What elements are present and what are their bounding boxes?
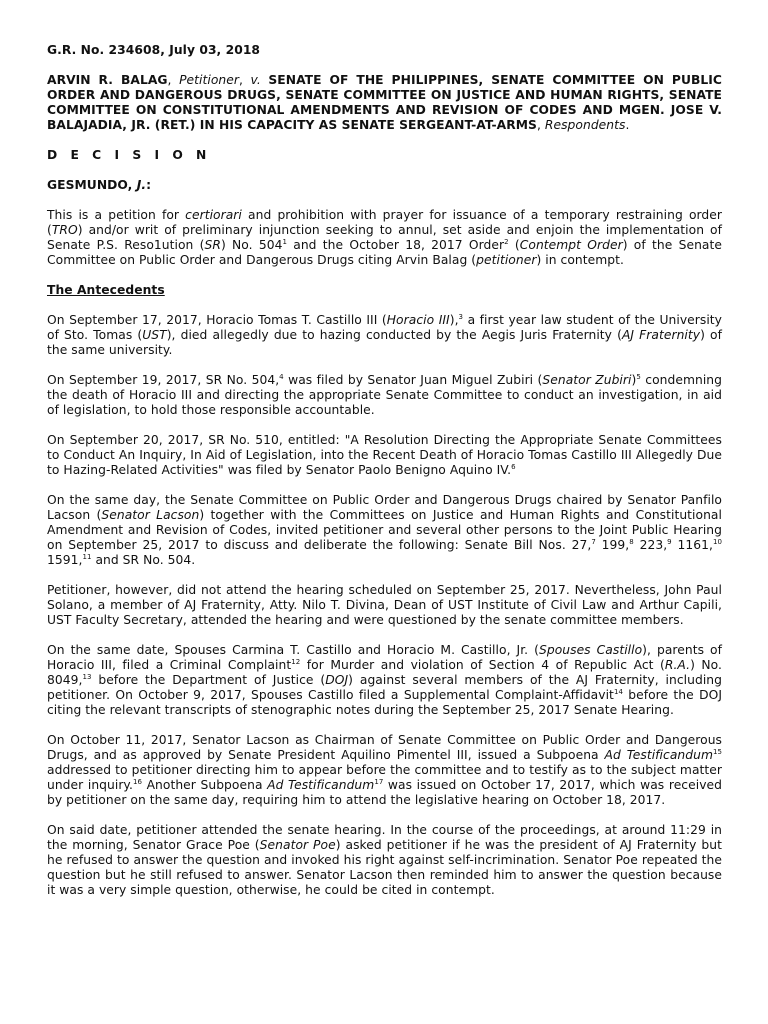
italic-run: Ad Testificandum [604,748,713,762]
text-run: On October 11, 2017, Senator Lacson as Chairman of Senate Committee on Public Order and Dangerous Drugs, and as approved by Senate President Aquilino Pimentel III, issued a Subpoena [47,733,722,762]
text-run: for Murder and violation of Section 4 of Republic Act ( [300,658,665,672]
text-run: before the DOJ citing the relevant transcripts of stenographic notes during the September 25, 2017 Senate Hearing. [47,688,722,717]
footnote-ref[interactable]: 6 [511,463,516,471]
text-run: 1161, [671,538,713,552]
text-run: Another Subpoena [142,778,268,792]
italic-run: SR [204,238,221,252]
text-run: 199, [595,538,630,552]
footnote-ref[interactable]: 10 [712,538,722,546]
paragraph-6 [47,643,722,718]
footnote-ref[interactable]: 4 [279,373,284,381]
text-run: ) of the Senate Committee on Public Order and Dangerous Drugs citing Arvin Balag ( [47,238,722,267]
text-run: was filed by Senator Juan Miguel Zubiri ( [283,373,543,387]
footnote-ref[interactable]: 1 [282,238,287,246]
ponente: GESMUNDO, J.: [47,178,152,192]
text-run: ) against several members of the AJ Fraternity, including petitioner. On October 9, 2017, Spouses Castillo filed a Supplemental Complaint-Affidavit [47,673,722,702]
text-run: ) [631,373,637,387]
case-citation: G.R. No. 234608, July 03, 2018 [47,43,261,57]
italic-run: UST [142,328,167,342]
italic-run: certiorari [185,208,242,222]
footnote-ref[interactable]: 5 [636,373,641,381]
italic-run: Horacio III [386,313,450,327]
italic-run: DOJ [325,673,349,687]
text-run: ) and/or writ of preliminary injunction seeking to annul, set aside and enjoin the implementation of Senate P.S. Reso1ution ( [47,223,722,252]
text-run: ), died allegedly due to hazing conducted by the Aegis Juris Fraternity ( [166,328,622,342]
footnote-ref[interactable]: 11 [82,553,92,561]
text-run: ) No. 504 [220,238,283,252]
respondents-role: Respondents [544,118,626,132]
text-run: before the Department of Justice ( [91,673,326,687]
text-run: ( [508,238,520,252]
text-run: addressed to petitioner directing him to appear before the committee and to testify as to the subject matter under inquiry. [47,763,722,792]
footnote-ref[interactable]: 14 [613,688,623,696]
text-run: ) No. 8049, [47,658,722,687]
italic-run: Senator Zubiri [542,373,632,387]
paragraph-4 [47,493,722,568]
decision-heading: D E C I S I O N [47,148,211,162]
paragraph-8 [47,823,722,898]
footnote-ref[interactable]: 9 [667,538,672,546]
paragraph-2 [47,373,722,418]
footnote-ref[interactable]: 16 [132,778,142,786]
italic-run: petitioner [476,253,537,267]
intro-paragraph [47,208,722,268]
paragraph-3 [47,433,722,478]
italic-run: R.A. [664,658,691,672]
text-run: ) together with the Committees on Justice and Human Rights and Constitutional Amendment and Revision of Codes, invited petitioner and several other persons to the Joint Public Hearing on September 25, 2017 to discuss and deliberate the following: Senate Bill Nos. 27, [47,508,722,552]
text-run: On the same date, Spouses Carmina T. Castillo and Horacio M. Castillo, Jr. ( [47,643,539,657]
antecedents-heading: The Antecedents [47,283,165,297]
paragraph-7 [47,733,722,808]
italic-run: Contempt Order [519,238,623,252]
text-run: On September 20, 2017, SR No. 510, entitled: "A Resolution Directing the Appropriate Senate Committees to Conduct An Inquiry, In Aid of Legislation, into the Recent Death of Horacio Tomas Castillo III Allegedly Due to Hazing-Related Activities" was filed by Senator Paolo Benigno Aquino IV. [47,433,722,477]
text-run: On September 19, 2017, SR No. 504, [47,373,280,387]
footnote-ref[interactable]: 12 [291,658,301,666]
text-run: was issued on October 17, 2017, which was received by petitioner on the same day, requiring him to attend the legislative hearing on October 18, 2017. [47,778,722,807]
text-run: ), [449,313,459,327]
footnote-ref[interactable]: 7 [591,538,596,546]
ponente-name: GESMUNDO, [47,178,133,192]
text-run: On September 17, 2017, Horacio Tomas T. Castillo III ( [47,313,387,327]
footnote-ref[interactable]: 8 [629,538,634,546]
footnote-ref[interactable]: 15 [712,748,722,756]
text-run: ), parents of Horacio III, filed a Criminal Complaint [47,643,722,672]
text-run: ) in contempt. [536,253,624,267]
respondents-names: SENATE OF THE PHILIPPINES, SENATE COMMITTEE ON PUBLIC ORDER AND DANGEROUS DRUGS, SENATE COMMITTEE ON JUSTICE AND HUMAN RIGHTS, SENATE COMMITTEE ON CONSTITUTIONAL AMENDMENTS AND REVISION OF CODES AND MGEN. JOSE V. BALAJADIA, JR. (RET.) IN HIS CAPACITY AS SENATE SERGEANT-AT-ARMS [47,73,722,132]
italic-run: AJ Fraternity [621,328,701,342]
italic-run: TRO [51,223,78,237]
text-run: and the October 18, 2017 Order [287,238,505,252]
text-run: a first year law student of the University of Sto. Tomas ( [47,313,722,342]
petitioner-name: ARVIN R. BALAG [47,73,168,87]
text-run: and SR No. 504. [91,553,196,567]
petitioner-role: Petitioner [179,73,239,87]
text-run: On said date, petitioner attended the senate hearing. In the course of the proceedings, at around 11:29 in the morning, Senator Grace Poe ( [47,823,722,852]
paragraph-1 [47,313,722,358]
footnote-ref[interactable]: 3 [458,313,464,321]
footnote-ref[interactable]: 2 [504,238,509,246]
text-run: condemning the death of Horacio III and directing the appropriate Senate Committee to conduct an investigation, in aid of legislation, to hold those responsible accountable. [47,373,723,417]
text-run: ) of the same university. [47,328,723,357]
versus: v. [250,73,261,87]
text-run: ) asked petitioner if he was the president of AJ Fraternity but he refused to answer the question and invoked his right against self-incrimination. Senator Poe repeated the question but he still refused to answer. Senator Lacson then reminded him to answer the question because it was a very simple question, otherwise, he could be cited in contempt. [47,838,723,897]
footnote-ref[interactable]: 13 [82,673,92,681]
text-run: This is a petition for [47,208,186,222]
text-run: On the same day, the Senate Committee on Public Order and Dangerous Drugs chaired by Senator Panfilo Lacson ( [47,493,722,522]
footnote-ref[interactable]: 17 [374,778,384,786]
paragraph-5 [47,583,722,628]
text-run: 1591, [47,553,83,567]
text-run: and prohibition with prayer for issuance of a temporary restraining order ( [47,208,722,237]
text-run: 223, [633,538,668,552]
italic-run: Spouses Castillo [538,643,643,657]
italic-run: Senator Lacson [101,508,200,522]
text-run: Petitioner, however, did not attend the hearing scheduled on September 25, 2017. Nevertheless, John Paul Solano, a member of AJ Fraternity, Atty. Nilo T. Divina, Dean of UST Institute of Civil Law and Arthur Capili, UST Faculty Secretary, attended the hearing and were questioned by the senate committee members. [47,583,722,627]
ponente-suffix: J. [136,178,147,192]
italic-run: Ad Testificandum [267,778,375,792]
italic-run: Senator Poe [259,838,336,852]
case-caption: ARVIN R. BALAG, Petitioner, v. SENATE OF THE PHILIPPINES, SENATE COMMITTEE ON PUBLIC ORDER AND DANGEROUS DRUGS, SENATE COMMITTEE ON JUSTICE AND HUMAN RIGHTS, SENATE COMMITTEE ON CONSTITUTIONAL AMENDMENTS AND REVISION OF CODES AND MGEN. JOSE V. BALAJADIA, JR. (RET.) IN HIS CAPACITY AS SENATE SERGEANT-AT-ARMS, Respondents. [47,73,722,132]
